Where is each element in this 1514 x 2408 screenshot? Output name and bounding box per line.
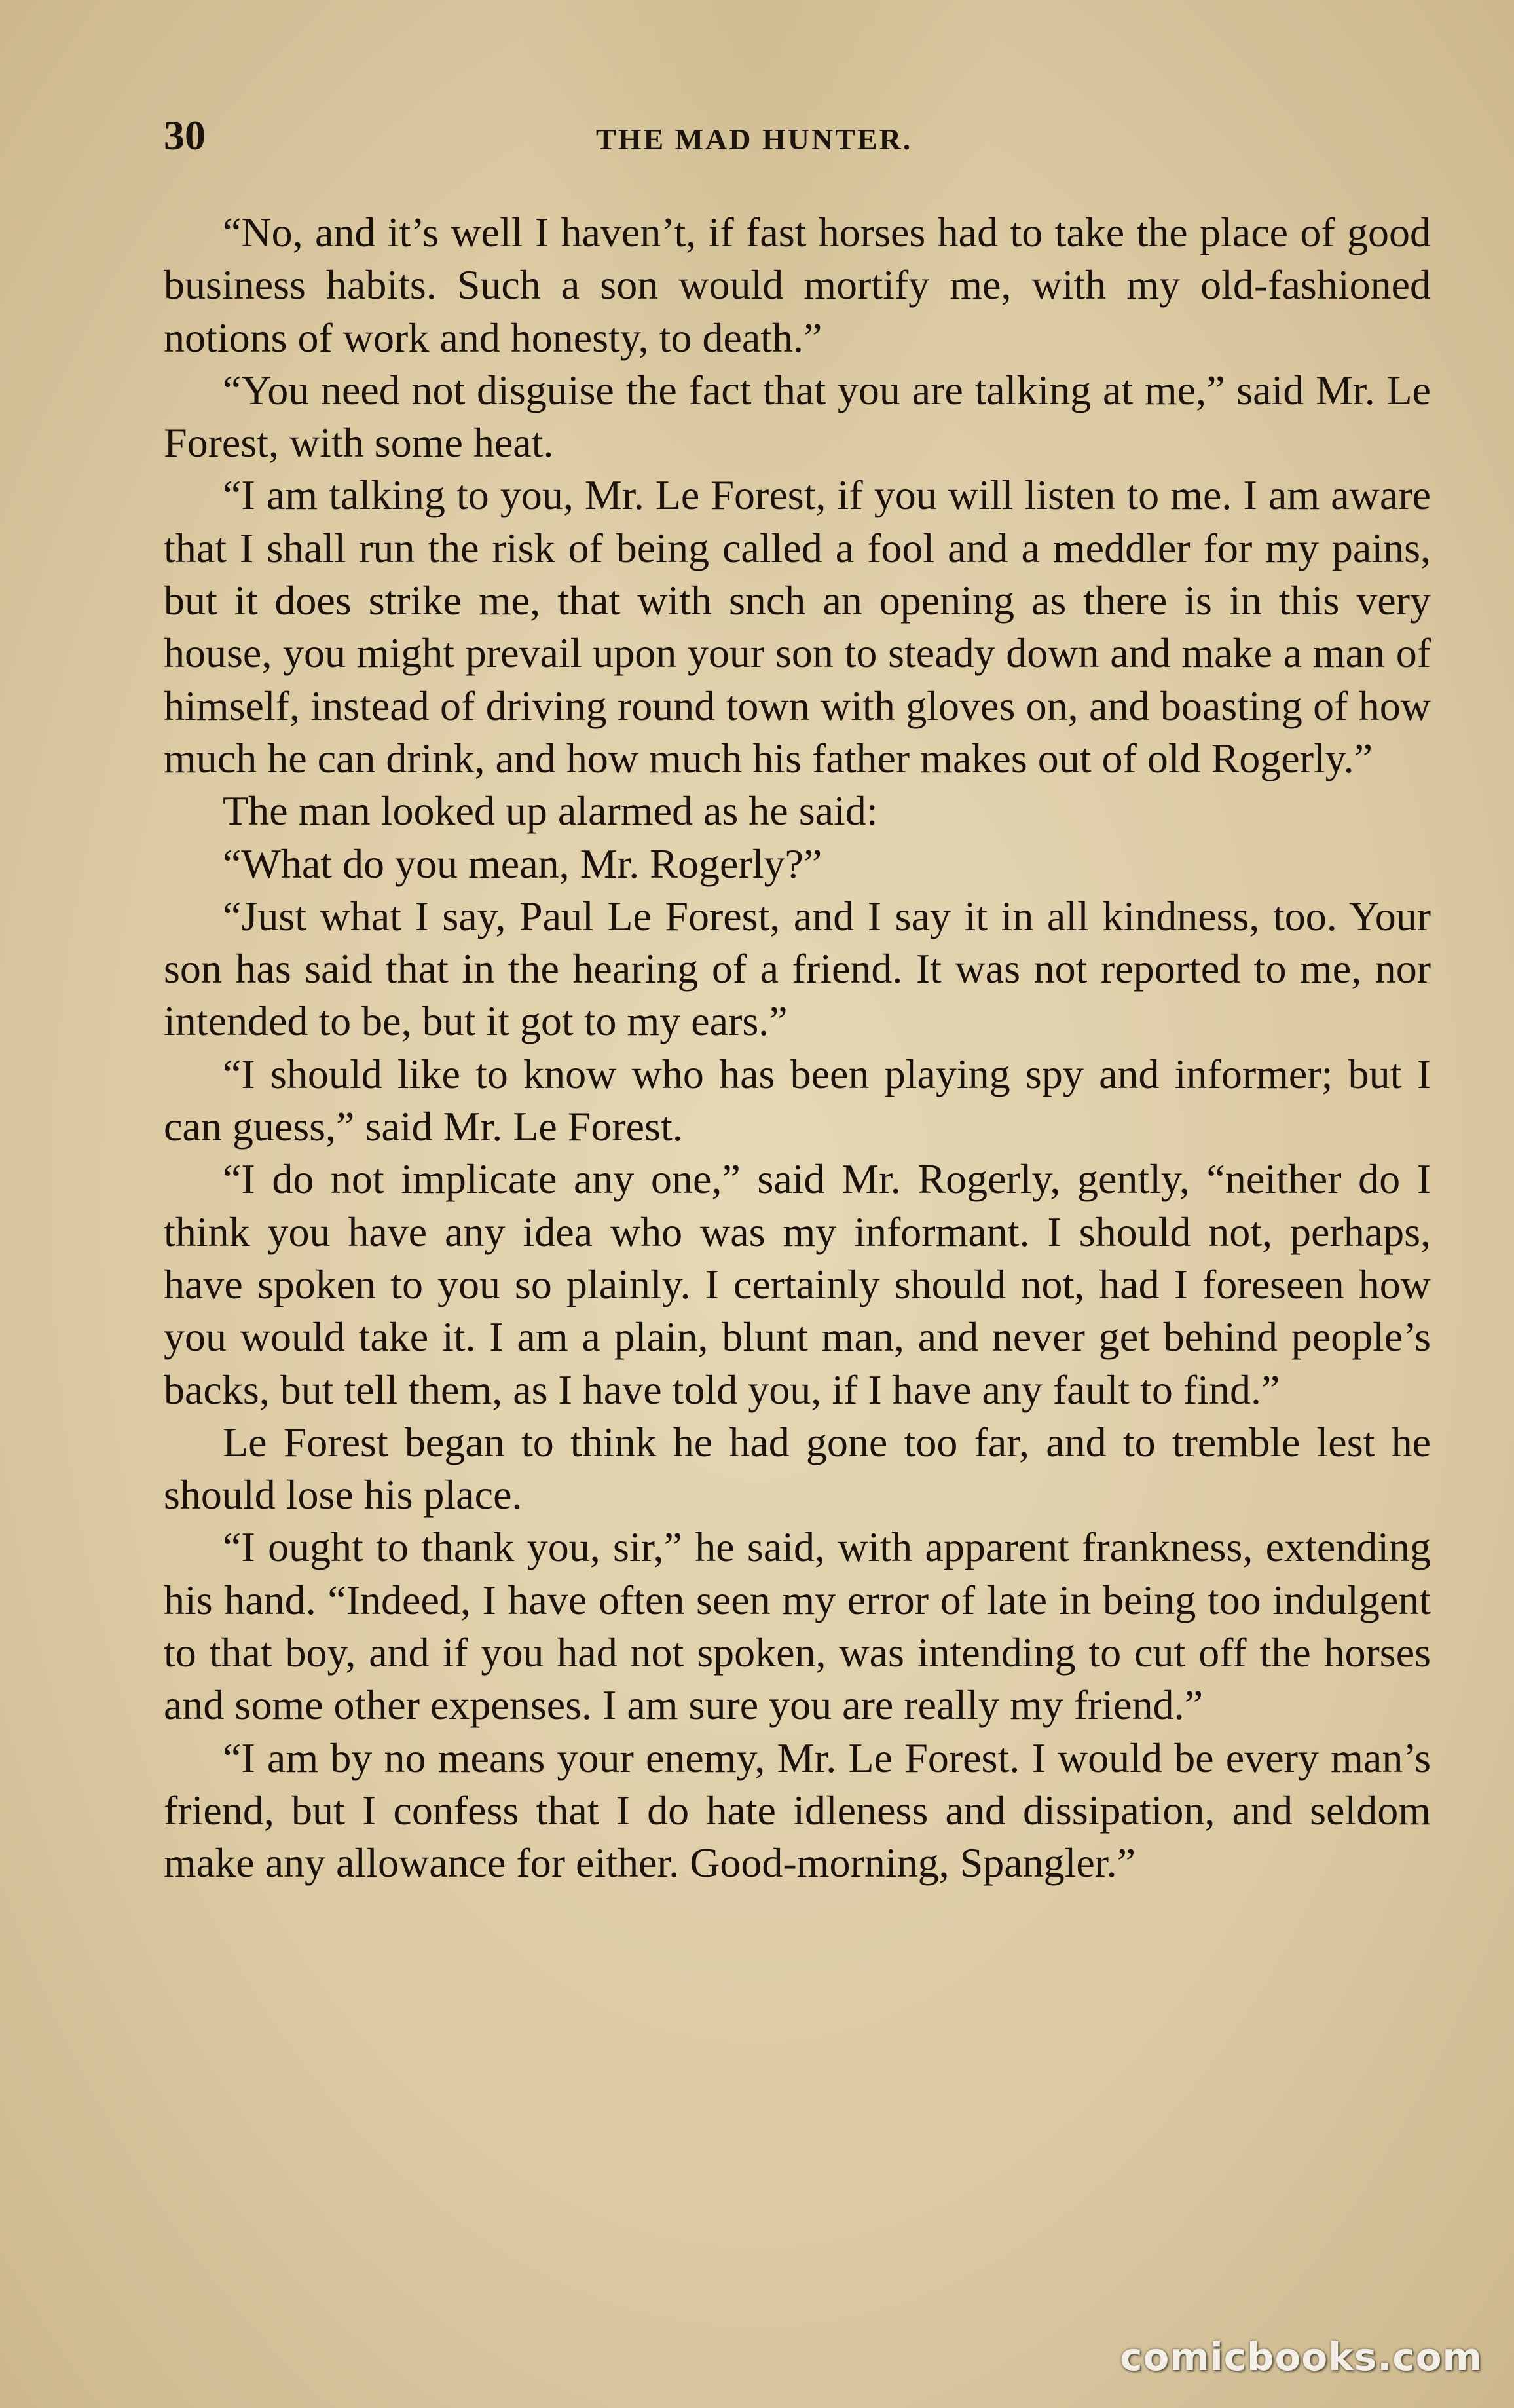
paragraph: “I should like to know who has been playing spy and informer; but I can guess,” said Mr. Le Forest. [164, 1050, 1431, 1150]
paragraph: “Just what I say, Paul Le Forest, and I say it in all kindness, too. Your son has said that in the hearing of a friend. It was not reported to me, nor intended to be, but it got to my ears.” [164, 892, 1431, 1045]
running-head: THE MAD HUNTER. [596, 122, 913, 156]
page-header [164, 111, 1434, 170]
paragraph: “What do you mean, Mr. Rogerly?” [223, 840, 822, 887]
watermark: comicbooks.com [1120, 2335, 1483, 2379]
paragraph: “You need not disguise the fact that you are talking at me,” said Mr. Le Forest, with some heat. [164, 366, 1431, 466]
paragraph: “I am by no means your enemy, Mr. Le Forest. I would be every man’s friend, but I confess that I do hate idleness and dissipation, and seldom make any allowance for either. Good-morning, Spangler.” [164, 1734, 1431, 1887]
body-text [164, 206, 1431, 1890]
paragraph: The man looked up alarmed as he said: [223, 787, 878, 835]
paragraph: “I ought to thank you, sir,” he said, with apparent frankness, extending his hand. “Indeed, I have often seen my error of late in being too indulgent to that boy, and if you had not spoken, was intending to cut off the horses and some other expenses. I am sure you are really my friend.” [164, 1524, 1431, 1729]
paragraph: “I do not implicate any one,” said Mr. Rogerly, gently, “neither do I think you have any idea who was my informant. I should not, perhaps, have spoken to you so plainly. I certainly should not, had I foreseen how you would take it. I am a plain, blunt man, and never get behind people’s backs, but tell them, as I have told you, if I have any fault to find.” [164, 1156, 1431, 1413]
paragraph: Le Forest began to think he had gone too far, and to tremble lest he should lose his place. [164, 1418, 1431, 1518]
paragraph: “I am talking to you, Mr. Le Forest, if you will listen to me. I am aware that I shall run the risk of being called a fool and a meddler for my pains, but it does strike me, that with snch an opening as there is in this very house, you might prevail upon your son to steady down and make a man of himself, instead of driving round town with gloves on, and boasting of how much he can drink, and how much his father makes out of old Rogerly.” [164, 472, 1431, 781]
page-number: 30 [164, 112, 206, 159]
paragraph: “No, and it’s well I haven’t, if fast horses had to take the place of good business habits. Such a son would mortify me, with my old-fashioned notions of work and honesty, to death.” [164, 209, 1431, 361]
